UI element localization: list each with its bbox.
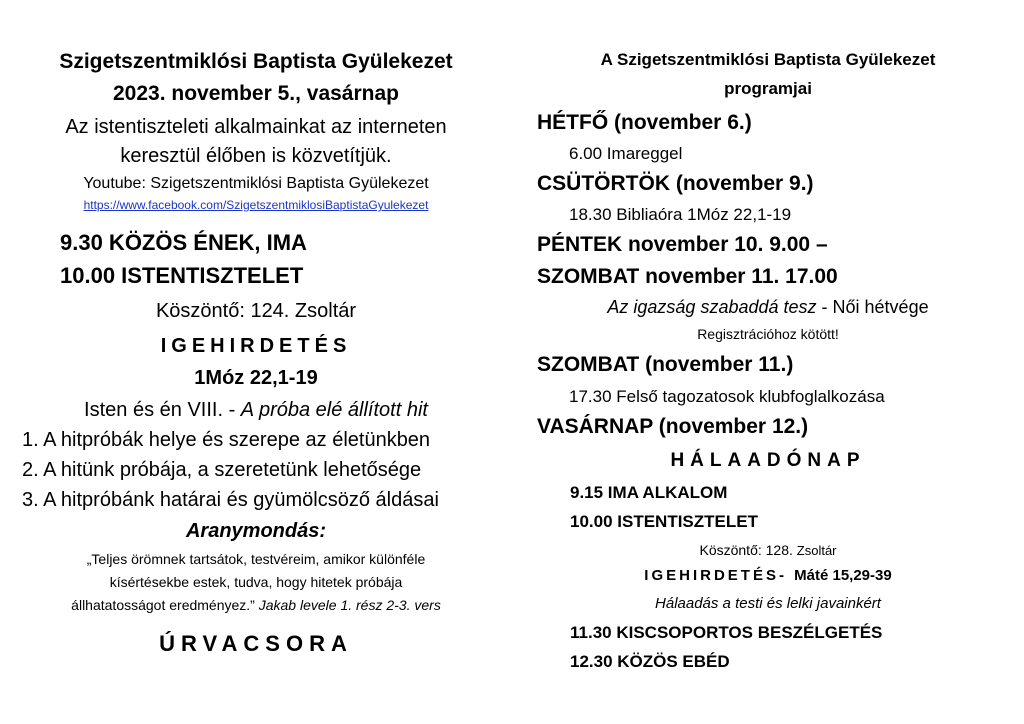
sunday-greeting-psalm: Zsoltár [796, 543, 837, 558]
monday-event: 6.00 Imareggel [569, 144, 683, 163]
sunday-item-4: 12.30 KÖZÖS EBÉD [570, 652, 730, 671]
right-column [512, 0, 1024, 724]
greeting-psalm: Köszöntő: 124. Zsoltár [155, 300, 357, 322]
sermon-point-2: 2. A hitünk próbája, a szeretetünk lehetősége [22, 459, 422, 481]
church-name: Szigetszentmiklósi Baptista Gyülekezet [59, 50, 453, 73]
verse-line-3 [0, 598, 512, 612]
day-friday: PÉNTEK november 10. 9.00 – [537, 233, 828, 256]
sunday-sermon-title: Hálaadás a testi és lelki javainkért [655, 595, 881, 612]
thursday-event: 18.30 Bibliaóra 1Móz 22,1-19 [569, 205, 792, 224]
scripture-reference: 1Móz 22,1-19 [194, 367, 318, 389]
communion-heading: ÚRVACSORA [159, 631, 353, 656]
sunday-item-1: 9.15 IMA ALKALOM [570, 483, 728, 502]
stream-info-line-2: keresztül élőben is közvetítjük. [120, 145, 392, 167]
golden-verse-heading: Aranymondás: [185, 520, 327, 542]
sunday-greeting-prefix: Köszöntő: 128. [699, 542, 797, 558]
day-thursday: CSÜTÖRTÖK (november 9.) [537, 172, 814, 195]
day-saturday-end: SZOMBAT november 11. 17.00 [537, 265, 838, 288]
sunday-sermon-heading: IGEHIRDETÉS- [644, 567, 795, 584]
stream-info-line-1: Az istentiszteleti alkalmainkat az interneten [65, 116, 447, 138]
day-monday: HÉTFŐ (november 6.) [537, 111, 752, 134]
registration-note: Regisztrációhoz kötött! [697, 326, 839, 342]
sunday-sermon-line [512, 568, 1024, 583]
series-prefix: Isten és én VIII. - [84, 399, 241, 421]
youtube-info: Youtube: Szigetszentmiklósi Baptista Gyülekezet [83, 175, 429, 192]
thanksgiving-heading: HÁLAADÓNAP [670, 450, 866, 471]
sermon-point-3: 3. A hitpróbánk határai és gyümölcsöző áldásai [22, 489, 439, 511]
verse-text-end: állhatatosságot eredményez.” [71, 597, 259, 613]
programs-title-line-2: programjai [724, 79, 812, 98]
retreat-title [512, 298, 1024, 316]
verse-reference: Jakab levele 1. rész 2-3. vers [258, 597, 441, 613]
retreat-suffix: - Női hétvége [816, 297, 929, 317]
sunday-item-2: 10.00 ISTENTISZTELET [570, 512, 758, 531]
day-sunday: VASÁRNAP (november 12.) [537, 415, 809, 438]
sermon-series [0, 400, 512, 420]
programs-title-line-1: A Szigetszentmiklósi Baptista Gyülekezet [600, 50, 936, 69]
saturday-event: 17.30 Felső tagozatosok klubfoglalkozása [569, 387, 885, 406]
sermon-point-1: 1. A hitpróbák helye és szerepe az életünkben [22, 429, 431, 451]
sunday-item-3: 11.30 KISCSOPORTOS BESZÉLGETÉS [570, 623, 883, 642]
retreat-name: Az igazság szabaddá tesz [607, 297, 817, 317]
sunday-greeting [512, 543, 1024, 557]
verse-line-1: „Teljes örömnek tartsátok, testvéreim, amikor különféle [86, 551, 426, 567]
series-title: A próba elé állított hit [240, 399, 428, 421]
program-item-1: 9.30 KÖZÖS ÉNEK, IMA [60, 230, 307, 255]
verse-line-2: kísértésekbe estek, tudva, hogy hitetek próbája [109, 574, 403, 590]
program-item-2: 10.00 ISTENTISZTELET [60, 263, 304, 288]
day-saturday: SZOMBAT (november 11.) [537, 353, 794, 376]
sunday-sermon-scripture: Máté 15,29-39 [794, 567, 892, 584]
sermon-heading: IGEHIRDETÉS [160, 335, 352, 357]
service-date: 2023. november 5., vasárnap [113, 82, 399, 105]
facebook-link[interactable]: https://www.facebook.com/SzigetszentmiklosiBaptistaGyulekezet [83, 198, 429, 212]
